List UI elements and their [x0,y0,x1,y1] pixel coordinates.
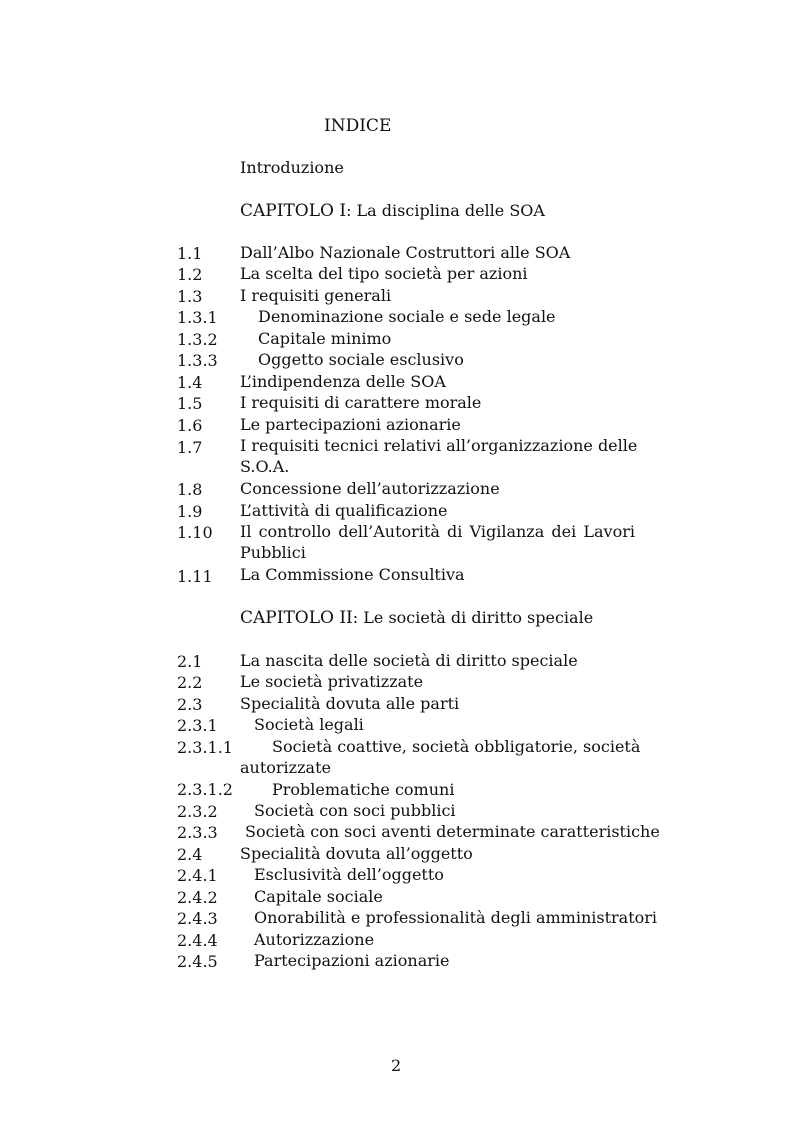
toc-text: La nascita delle società di diritto speciale [240,651,578,670]
page-title: INDICE [324,116,392,136]
toc-text: Specialità dovuta all’oggetto [240,844,473,863]
toc-number: 2.4.2 [177,888,218,907]
toc-text: Società legali [254,715,364,734]
toc-text: Specialità dovuta alle parti [240,694,460,713]
chapter-2-heading [240,608,593,628]
toc-number: 1.9 [177,502,203,521]
chapter-2-label: CAPITOLO II [240,608,353,628]
toc-text: La Commissione Consultiva [240,565,465,584]
chapter-1-label: CAPITOLO I [240,201,347,221]
toc-number: 2.2 [177,673,203,692]
toc-number: 1.10 [177,523,213,542]
toc-number: 1.3.3 [177,351,218,370]
toc-text: I requisiti generali [240,286,392,305]
toc-number: 2.3.3 [177,823,218,842]
chapter-2-title: : Le società di diritto speciale [352,608,594,627]
toc-number: 2.4.4 [177,931,218,950]
toc-number: 2.4.3 [177,909,218,928]
toc-text: Società coattive, società obbligatorie, società [272,737,641,756]
toc-introduction: Introduzione [240,158,344,177]
toc-text: Autorizzazione [254,930,375,949]
toc-text-continued: Pubblici [240,543,306,562]
toc-number: 2.3.2 [177,802,218,821]
toc-number: 1.2 [177,265,203,284]
toc-number: 1.7 [177,438,203,457]
toc-number: 1.1 [177,244,203,263]
toc-text: Denominazione sociale e sede legale [258,307,556,326]
toc-number: 1.3 [177,287,203,306]
toc-number: 2.3.1.1 [177,738,233,757]
toc-text: Società con soci pubblici [254,801,456,820]
toc-number: 2.3 [177,695,203,714]
toc-text: I requisiti di carattere morale [240,393,482,412]
toc-text: Le società privatizzate [240,672,424,691]
toc-number: 1.11 [177,567,213,586]
toc-number: 1.8 [177,480,203,499]
toc-text: Società con soci aventi determinate caratteristiche [245,822,660,841]
toc-number: 2.3.1 [177,716,218,735]
page-number: 2 [391,1056,402,1075]
toc-text: Problematiche comuni [272,780,455,799]
toc-text: Il controllo dell’Autorità di Vigilanza dei Lavori [240,522,635,541]
toc-text: Dall’Albo Nazionale Costruttori alle SOA [240,243,571,262]
toc-number: 2.3.1.2 [177,780,233,799]
toc-text: La scelta del tipo società per azioni [240,264,528,283]
toc-number: 2.1 [177,652,203,671]
toc-text: Le partecipazioni azionarie [240,415,461,434]
toc-number: 1.3.1 [177,308,218,327]
toc-text: Partecipazioni azionarie [254,951,450,970]
toc-number: 2.4.5 [177,952,218,971]
toc-number: 2.4.1 [177,866,218,885]
toc-number: 1.6 [177,416,203,435]
toc-number: 1.4 [177,373,203,392]
toc-text: I requisiti tecnici relativi all’organizzazione delle [240,436,638,455]
toc-text: Oggetto sociale esclusivo [258,350,464,369]
toc-text: Esclusività dell’oggetto [254,865,444,884]
toc-text-continued: autorizzate [240,758,331,777]
toc-number: 1.5 [177,394,203,413]
toc-text: L’attività di qualificazione [240,501,448,520]
toc-text: Onorabilità e professionalità degli amministratori [254,908,658,927]
toc-number: 1.3.2 [177,330,218,349]
toc-text: Concessione dell’autorizzazione [240,479,500,498]
toc-text: L’indipendenza delle SOA [240,372,446,391]
toc-text: Capitale minimo [258,329,392,348]
chapter-1-heading [240,201,545,221]
chapter-1-title: : La disciplina delle SOA [346,201,545,220]
toc-number: 2.4 [177,845,203,864]
toc-text: Capitale sociale [254,887,383,906]
toc-text-continued: S.O.A. [240,457,290,476]
